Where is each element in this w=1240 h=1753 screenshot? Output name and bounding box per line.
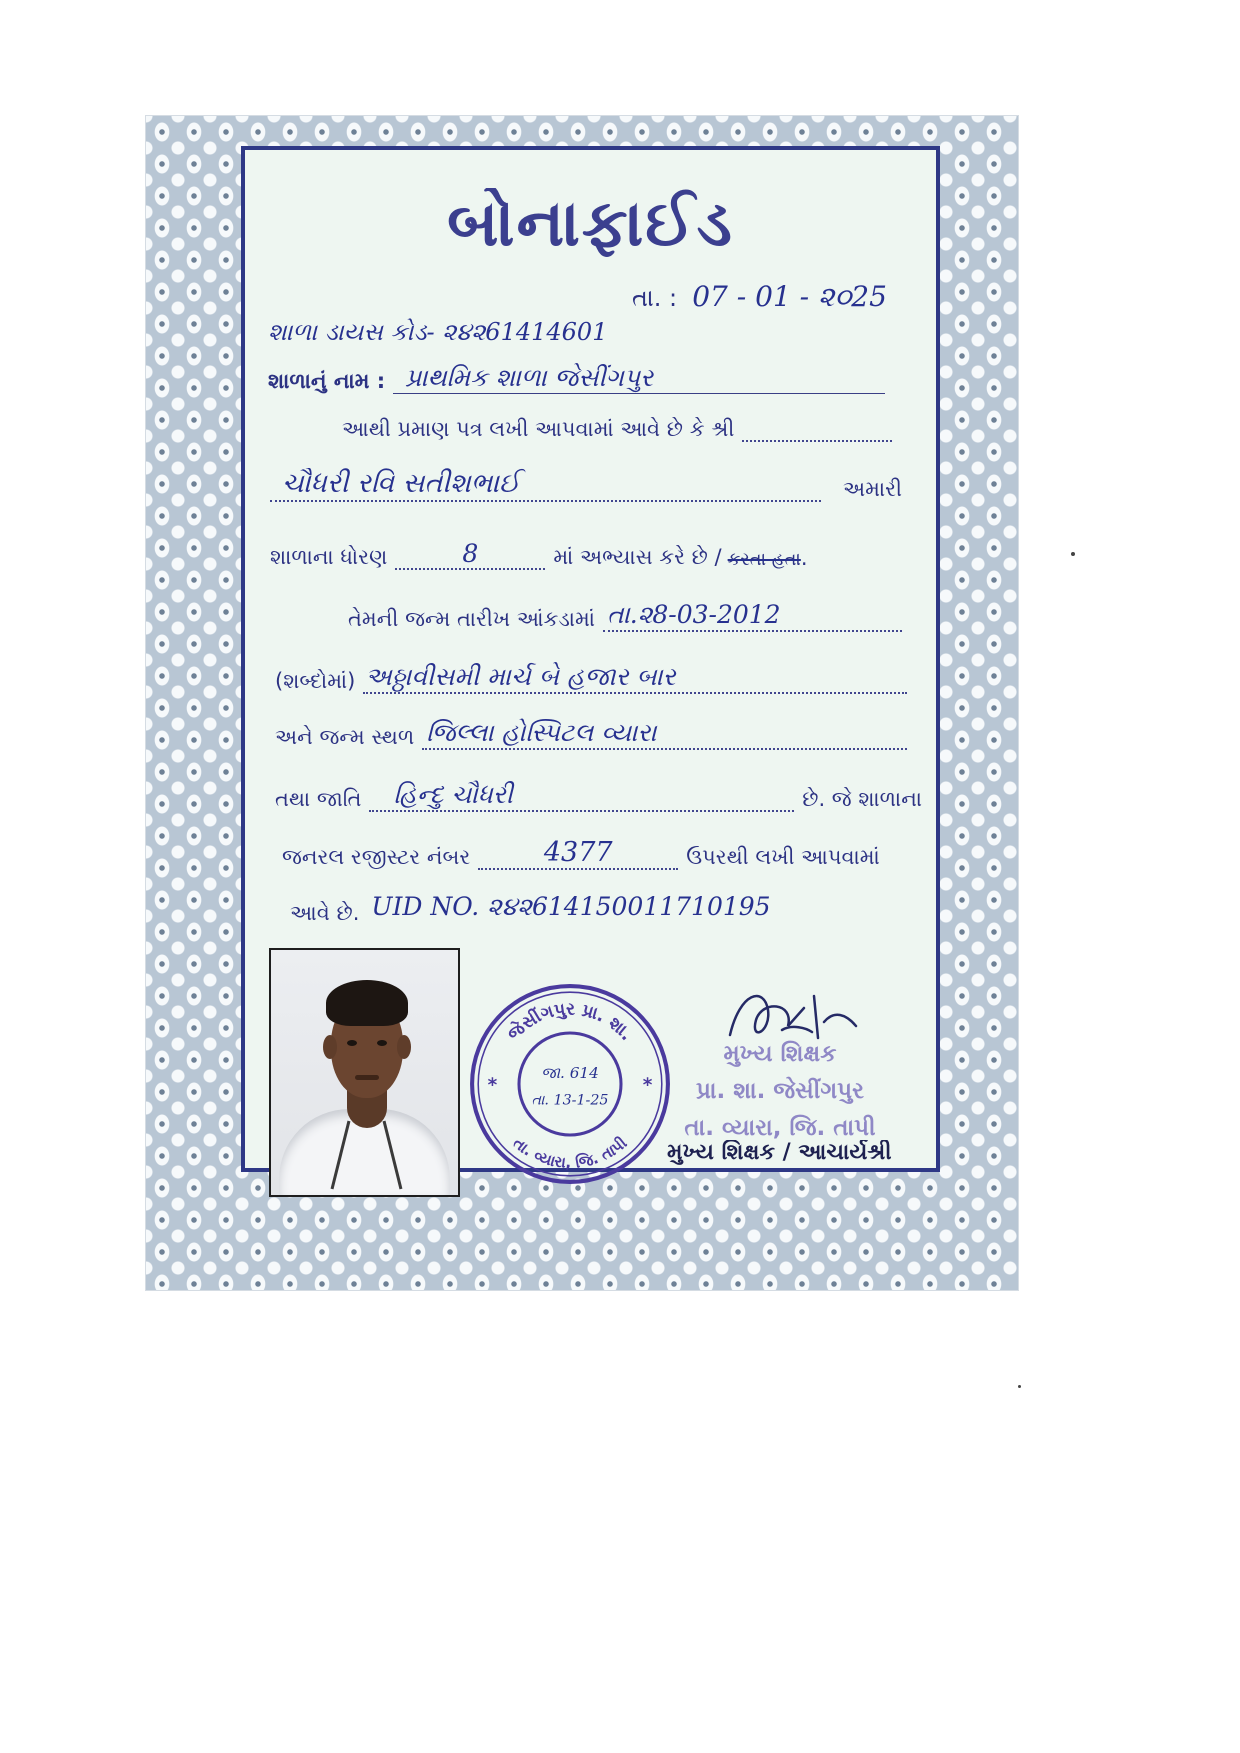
caste-field	[369, 778, 794, 812]
photo-right-ear	[397, 1035, 411, 1059]
register-value: 4377	[543, 837, 613, 868]
grade-struck-text: કરતા હતા	[727, 549, 801, 570]
grade-row	[270, 536, 860, 576]
photo-left-eye	[347, 1040, 357, 1046]
seal-left-star: *	[487, 1075, 498, 1097]
student-name-suffix: અમારી	[843, 477, 902, 501]
seal-second-ring	[478, 992, 662, 1176]
school-name-field	[393, 360, 885, 394]
dob-value: તા.૨8-03-2012	[607, 600, 781, 629]
caste-value: હિન્દુ ચૌધરી	[393, 780, 513, 809]
photo-hair	[326, 980, 408, 1026]
grade-field	[395, 536, 545, 570]
certificate-title: બોનાફાઈડ	[447, 188, 734, 260]
scan-speck	[1071, 552, 1075, 556]
register-row	[282, 836, 924, 876]
school-seal	[468, 982, 672, 1186]
dob-words-row	[275, 660, 915, 700]
head-stamp-line3: તા. વ્યારા, જિ. તાપી	[684, 1115, 876, 1141]
birthplace-label: અને જન્મ સ્થળ	[275, 725, 415, 749]
signature	[722, 980, 872, 1060]
seal-top-text: જેસીંગપુર પ્રા. શા.	[503, 999, 637, 1045]
photo-left-ear	[323, 1035, 337, 1059]
grade-label: શાળાના ધોરણ	[270, 545, 388, 569]
grade-suffix: માં અભ્યાસ કરે છે /	[553, 545, 722, 569]
dise-code: શાળા ડાયસ કોડ- ૨૪૨61414601	[268, 318, 608, 346]
closing-label: આવે છે.	[290, 901, 360, 925]
dob-field	[603, 598, 902, 632]
student-photo	[269, 948, 460, 1197]
school-name-row	[268, 360, 893, 400]
student-name-field	[270, 468, 821, 502]
dob-label: તેમની જન્મ તારીખ આંકડામાં	[348, 607, 596, 631]
dob-words-value: અઠ્ઠાવીસમી માર્ચ બે હજાર બાર	[365, 662, 676, 691]
photo-mouth	[355, 1075, 379, 1080]
grade-end: .	[800, 546, 808, 570]
caste-row	[275, 778, 922, 818]
school-name-label: શાળાનું નામ :	[268, 369, 386, 393]
seal-inner-ring	[519, 1033, 621, 1135]
signatory-title: મુખ્ય શિક્ષક / આચાર્યશ્રી	[667, 1140, 892, 1165]
student-name-row	[270, 468, 902, 508]
head-stamp-line1: મુખ્ય શિક્ષક	[723, 1041, 837, 1067]
seal-date: તા. 13-1-25	[531, 1092, 609, 1109]
caste-label: તથા જાતિ	[275, 787, 362, 811]
birthplace-field	[422, 716, 907, 750]
grade-value: 8	[462, 539, 479, 568]
date-label: તા. :	[632, 284, 678, 312]
uid-value: UID NO. ૨૪૨614150011710195	[371, 892, 771, 921]
birthplace-row	[275, 716, 915, 756]
date-row	[632, 280, 887, 314]
seal-number: જા. 614	[541, 1063, 599, 1082]
intro-text: આથી પ્રમાણ પત્ર લખી આપવામાં આવે છે કે શ્રી	[342, 417, 735, 441]
photo-right-eye	[377, 1040, 387, 1046]
register-suffix: ઉપરથી લખી આપવામાં	[686, 845, 880, 869]
seal-bottom-text: તા. વ્યારા, જિ. તાપી	[509, 1133, 631, 1172]
intro-dotted-line	[742, 408, 892, 442]
dob-words-field	[363, 660, 907, 694]
student-name-value: ચૌધરી રવિ સતીશભાઈ	[282, 468, 520, 499]
dob-words-label: (શબ્દોમાં)	[275, 669, 356, 693]
intro-row	[342, 408, 900, 448]
seal-right-star: *	[642, 1075, 653, 1097]
signature-stroke	[730, 996, 856, 1038]
register-label: જનરલ રજીસ્ટર નંબર	[282, 845, 471, 869]
scan-speck	[1018, 1385, 1021, 1388]
dob-row	[348, 598, 910, 638]
head-stamp-line2: પ્રા. શા. જેસીંગપુર	[696, 1078, 864, 1104]
closing-row	[290, 892, 930, 932]
birthplace-value: જિલ્લા હોસ્પિટલ વ્યારા	[426, 718, 657, 747]
caste-suffix: છે. જે શાળાના	[802, 787, 922, 811]
register-field	[478, 836, 678, 870]
school-name-value: પ્રાથમિક શાળા જેસીંગપુર	[405, 363, 654, 392]
date-value: 07 - 01 - ૨૦25	[692, 280, 887, 313]
